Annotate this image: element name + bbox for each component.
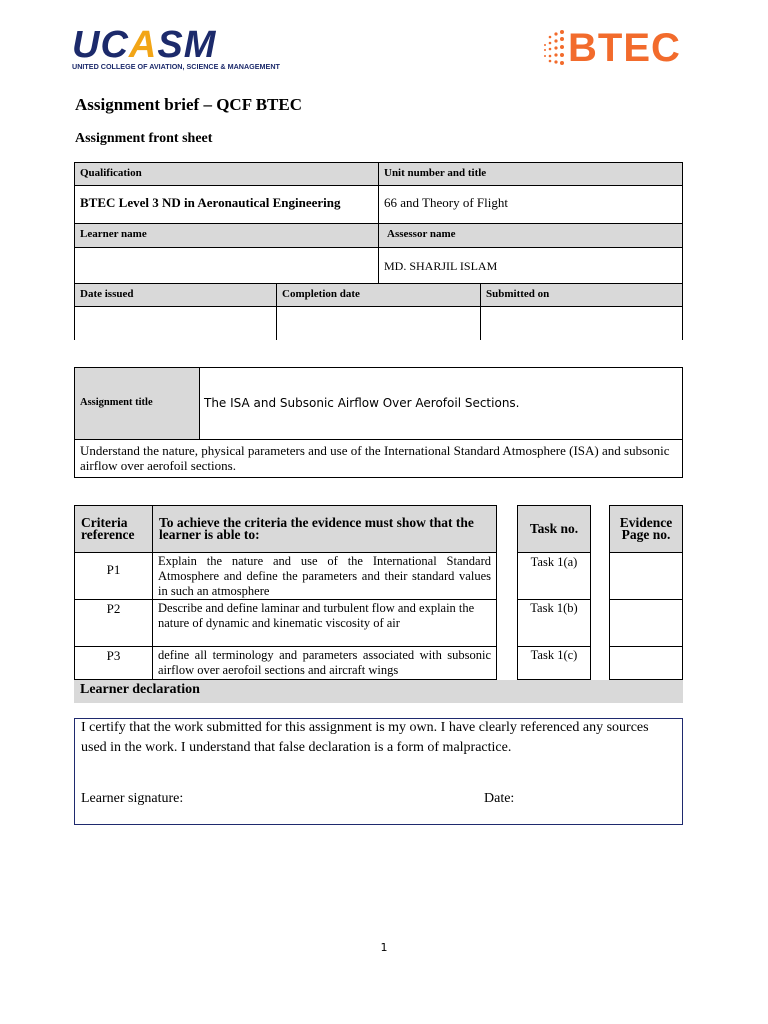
task-p3: Task 1(c) (517, 646, 591, 680)
learner-name-label: Learner name (74, 223, 379, 248)
submitted-on-field[interactable] (480, 306, 683, 340)
learner-signature-label: Learner signature: (81, 791, 184, 806)
criteria-ref-p1: P1 (74, 552, 153, 600)
date-issued-label: Date issued (74, 283, 277, 307)
criteria-evidence-header: To achieve the criteria the evidence must show that the learner is able to: (152, 505, 497, 553)
unit-value: 66 and Theory of Flight (378, 185, 683, 224)
date-issued-field[interactable] (74, 306, 277, 340)
assignment-title-value: The ISA and Subsonic Airflow Over Aerofoil Sections. (204, 396, 520, 410)
btec-dots-icon (542, 28, 568, 68)
completion-date-label: Completion date (276, 283, 481, 307)
ucasm-logo-tagline: UNITED COLLEGE OF AVIATION, SCIENCE & MANAGEMENT (72, 62, 280, 71)
unit-label: Unit number and title (378, 162, 683, 186)
evidence-page-p3[interactable] (609, 646, 683, 680)
page-subtitle: Assignment front sheet (75, 131, 213, 146)
page-number: 1 (380, 941, 388, 954)
completion-date-field[interactable] (276, 306, 481, 340)
task-p1: Task 1(a) (517, 552, 591, 600)
assignment-title-label: Assignment title (80, 397, 153, 408)
ucasm-logo-wordmark: UCASM (72, 24, 217, 66)
learner-declaration-box (74, 718, 683, 825)
assignment-title-cell (199, 367, 683, 440)
assessor-name-label: Assessor name (378, 223, 683, 248)
criteria-ref-p3: P3 (74, 646, 153, 680)
criteria-text-p2: Describe and define laminar and turbulent flow and explain the nature of dynamic and kinematic viscosity of air (152, 599, 497, 647)
ucasm-logo (72, 24, 280, 74)
assignment-description: Understand the nature, physical parameters and use of the International Standard Atmosphere (ISA) and subsonic airflow over aerofoil sections. (74, 439, 683, 478)
declaration-date-label: Date: (484, 791, 515, 806)
task-number-header: Task no. (517, 505, 591, 553)
page-title: Assignment brief – QCF BTEC (75, 95, 302, 114)
task-p2: Task 1(b) (517, 599, 591, 647)
criteria-text-p1: Explain the nature and use of the International Standard Atmosphere and define the parameters and their standard values in such an atmosphere (152, 552, 497, 600)
evidence-page-header: Evidence Page no. (609, 505, 683, 553)
learner-signature-field[interactable] (200, 790, 480, 810)
submitted-on-label: Submitted on (480, 283, 683, 307)
criteria-text-p3: define all terminology and parameters associated with subsonic airflow over aerofoil sections and aircraft wings (152, 646, 497, 680)
assessor-name-value: MD. SHARJIL ISLAM (378, 247, 683, 284)
criteria-ref-p2: P2 (74, 599, 153, 647)
assignment-title-label-cell (74, 367, 200, 440)
declaration-date-field[interactable] (525, 790, 675, 810)
criteria-reference-header: Criteria reference (74, 505, 153, 553)
btec-logo (542, 26, 692, 74)
learner-declaration-header: Learner declaration (74, 680, 683, 703)
evidence-page-p2[interactable] (609, 599, 683, 647)
evidence-page-p1[interactable] (609, 552, 683, 600)
qualification-value: BTEC Level 3 ND in Aeronautical Engineering (74, 185, 379, 224)
declaration-text: I certify that the work submitted for this assignment is my own. I have clearly referenced any sources used in the work. I understand that false declaration is a form of malpractice. (81, 720, 649, 755)
btec-logo-wordmark: BTEC (568, 26, 681, 70)
qualification-label: Qualification (74, 162, 379, 186)
learner-name-field[interactable] (74, 247, 379, 284)
